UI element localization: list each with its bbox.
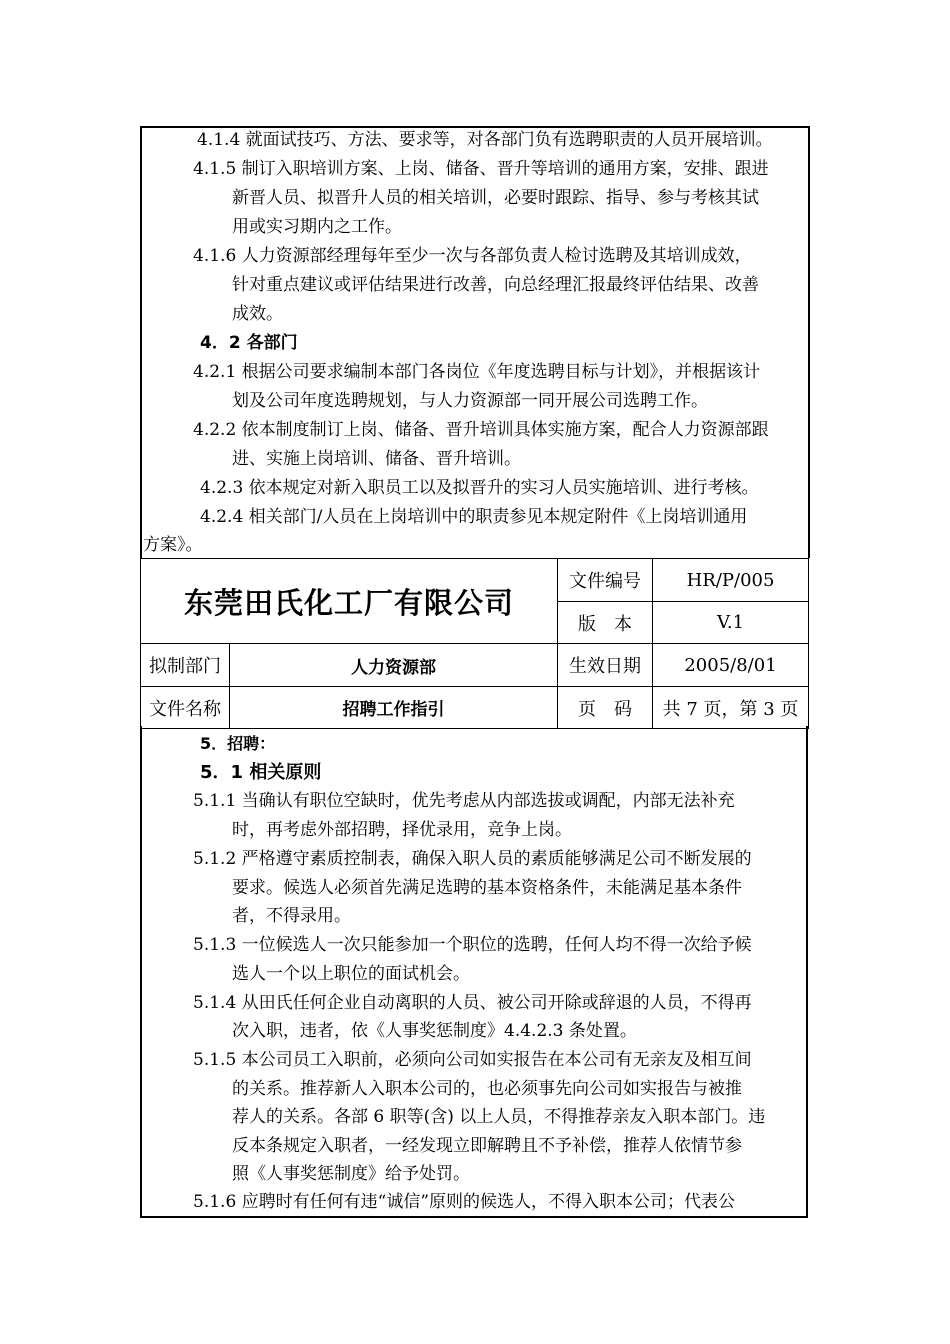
section-heading-5: 5．招聘： xyxy=(200,734,276,753)
clause-4-2-3: 4.2.3 依本规定对新入职员工以及拟晋升的实习人员实施培训、进行考核。 xyxy=(200,478,759,498)
company-name: 东莞田氏化工厂有限公司 xyxy=(141,559,558,644)
dept-value: 人力资源部 xyxy=(230,644,558,687)
doc-number-value: HR/P/005 xyxy=(653,559,809,602)
clause-4-1-5: 4.1.5 制订入职培训方案、上岗、储备、晋升等培训的通用方案，安排、跟进 xyxy=(193,159,769,179)
page-label: 页 码 xyxy=(558,687,653,729)
clause-4-1-4: 4.1.4 就面试技巧、方法、要求等，对各部门负有选聘职责的人员开展培训。 xyxy=(197,130,773,150)
clause-4-2-1-cont: 划及公司年度选聘规划，与人力资源部一同开展公司选聘工作。 xyxy=(232,391,708,411)
section-heading-4-2: 4．2 各部门 xyxy=(200,333,298,353)
clause-4-1-5-cont: 用或实习期内之工作。 xyxy=(232,217,402,237)
clause-5-1-4-cont: 次入职，违者，依《人事奖惩制度》4.4.2.3 条处置。 xyxy=(232,1021,637,1041)
clause-5-1-5-cont: 照《人事奖惩制度》给予处罚。 xyxy=(232,1164,470,1184)
version-label: 版 本 xyxy=(558,602,653,644)
clause-5-1-4: 5.1.4 从田氏任何企业自动离职的人员、被公司开除或辞退的人员，不得再 xyxy=(193,993,752,1013)
clause-4-2-2: 4.2.2 依本制度制订上岗、储备、晋升培训具体实施方案，配合人力资源部跟 xyxy=(193,420,769,440)
clause-4-1-6-cont: 成效。 xyxy=(232,304,283,324)
clause-4-2-4-cont: 方案》。 xyxy=(143,535,203,555)
clause-5-1-5-cont: 反本条规定入职者，一经发现立即解聘且不予补偿，推荐人依情节参 xyxy=(232,1136,742,1156)
doc-number-label: 文件编号 xyxy=(558,559,653,602)
doc-name-label: 文件名称 xyxy=(141,687,230,729)
clause-4-2-4: 4.2.4 相关部门/人员在上岗培训中的职责参见本规定附件《上岗培训通用 xyxy=(200,507,748,527)
clause-5-1-5-cont: 荐人的关系。各部 6 职等(含) 以上人员，不得推荐亲友入职本部门。违 xyxy=(232,1107,766,1127)
effective-date-value: 2005/8/01 xyxy=(653,644,809,687)
clause-5-1-5: 5.1.5 本公司员工入职前，必须向公司如实报告在本公司有无亲友及相互间 xyxy=(193,1050,752,1070)
clause-4-2-2-cont: 进、实施上岗培训、储备、晋升培训。 xyxy=(232,449,521,469)
clause-5-1-1: 5.1.1 当确认有职位空缺时，优先考虑从内部选拔或调配，内部无法补充 xyxy=(193,791,735,811)
clause-5-1-2-cont: 者，不得录用。 xyxy=(232,906,351,926)
clause-5-1-3: 5.1.3 一位候选人一次只能参加一个职位的选聘，任何人均不得一次给予候 xyxy=(193,935,752,955)
version-value: V.1 xyxy=(653,602,809,644)
clause-5-1-1-cont: 时，再考虑外部招聘，择优录用，竞争上岗。 xyxy=(232,820,572,840)
effective-date-label: 生效日期 xyxy=(558,644,653,687)
clause-5-1-5-cont: 的关系。推荐新人入职本公司的，也必须事先向公司如实报告与被推 xyxy=(232,1079,742,1099)
clause-5-1-6: 5.1.6 应聘时有任何有违“诚信”原则的候选人，不得入职本公司；代表公 xyxy=(193,1192,736,1212)
page-value: 共 7 页，第 3 页 xyxy=(653,687,809,729)
section-heading-5-1: 5．1 相关原则 xyxy=(200,762,322,783)
clause-4-2-1: 4.2.1 根据公司要求编制本部门各岗位《年度选聘目标与计划》，并根据该计 xyxy=(193,362,761,382)
clause-5-1-2-cont: 要求。候选人必须首先满足选聘的基本资格条件，未能满足基本条件 xyxy=(232,878,742,898)
clause-4-1-6: 4.1.6 人力资源部经理每年至少一次与各部负责人检讨选聘及其培训成效， xyxy=(193,246,752,266)
clause-5-1-2: 5.1.2 严格遵守素质控制表，确保入职人员的素质能够满足公司不断发展的 xyxy=(193,849,752,869)
dept-label: 拟制部门 xyxy=(141,644,230,687)
clause-4-1-6-cont: 针对重点建议或评估结果进行改善，向总经理汇报最终评估结果、改善 xyxy=(232,275,759,295)
clause-4-1-5-cont: 新晋人员、拟晋升人员的相关培训，必要时跟踪、指导、参与考核其试 xyxy=(232,188,759,208)
doc-name-value: 招聘工作指引 xyxy=(230,687,558,729)
document-header-table xyxy=(140,558,809,729)
clause-5-1-3-cont: 选人一个以上职位的面试机会。 xyxy=(232,964,470,984)
